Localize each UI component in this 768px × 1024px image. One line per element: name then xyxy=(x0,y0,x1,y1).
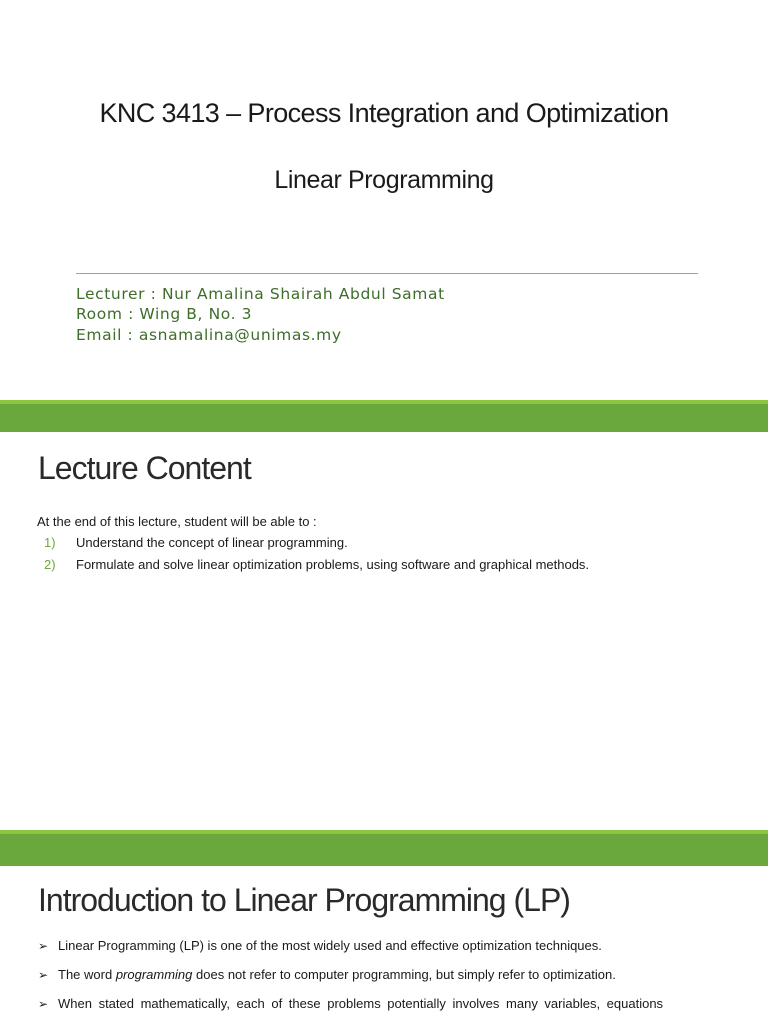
arrow-bullet-icon: ➢ xyxy=(38,968,49,982)
bullet-text: Linear Programming (LP) is one of the most widely used and effective optimization techniques. xyxy=(58,938,602,953)
bullet-item xyxy=(38,967,738,982)
item-text: Understand the concept of linear programming. xyxy=(76,535,348,550)
divider-line xyxy=(76,273,698,274)
arrow-bullet-icon: ➢ xyxy=(38,997,49,1011)
lecturer-info: Lecturer : Nur Amalina Shairah Abdul Samat xyxy=(76,285,445,303)
slide-separator-bar xyxy=(0,400,768,432)
slide-subtitle: Linear Programming xyxy=(274,166,494,194)
lecture-content-slide xyxy=(0,432,768,830)
item-text: Formulate and solve linear optimization problems, using software and graphical methods. xyxy=(76,557,590,572)
title-slide xyxy=(0,0,768,400)
bullet-emphasis: programming xyxy=(115,967,193,982)
slide-separator-bar xyxy=(0,830,768,866)
room-info: Room : Wing B, No. 3 xyxy=(76,305,253,323)
arrow-bullet-icon: ➢ xyxy=(38,939,49,953)
item-number: 1) xyxy=(44,535,56,550)
slide-heading: Introduction to Linear Programming (LP) xyxy=(38,882,570,918)
bullet-text: When stated mathematically, each of these problems potentially involves many variables, equations xyxy=(58,996,664,1011)
bullet-item xyxy=(38,996,738,1011)
intro-text: At the end of this lecture, student will be able to : xyxy=(37,514,317,529)
bullet-item xyxy=(38,938,738,953)
bullet-text-end: does not refer to computer programming, but simply refer to optimization. xyxy=(192,967,616,982)
introduction-slide xyxy=(0,866,768,1024)
slide-heading: Lecture Content xyxy=(38,450,251,486)
course-title: KNC 3413 – Process Integration and Optimization xyxy=(99,98,669,128)
email-info: Email : asnamalina@unimas.my xyxy=(76,326,342,344)
bullet-text-start: The word xyxy=(58,967,116,982)
list-item xyxy=(44,535,348,550)
item-number: 2) xyxy=(44,557,56,572)
list-item xyxy=(44,557,589,572)
